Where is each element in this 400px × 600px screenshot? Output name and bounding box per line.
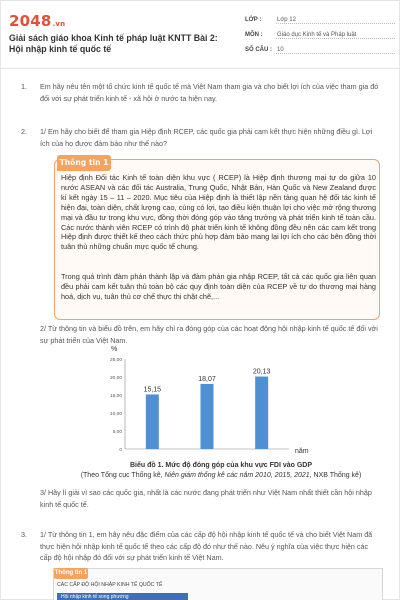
meta-value: Giáo dục Kinh tế và Pháp luật bbox=[276, 30, 395, 39]
info-box-2-subtitle: CÁC CẤP ĐỘ HỘI NHẬP KINH TẾ QUỐC TẾ bbox=[57, 582, 163, 588]
site-logo[interactable] bbox=[9, 12, 65, 30]
y-axis-label: % bbox=[111, 346, 118, 353]
bar bbox=[201, 384, 214, 449]
bar-value-label: 18,07 bbox=[198, 375, 216, 383]
chart-title: Biểu đồ 1. Mức độ đóng góp của khu vực FDI vào GDP bbox=[129, 462, 313, 469]
meta-label: LỚP : bbox=[245, 17, 262, 23]
bar-value-label: 15,15 bbox=[143, 386, 162, 394]
logo-suffix: .vn bbox=[52, 20, 66, 28]
document-title: Giải sách giáo khoa Kinh tế pháp luật KNTT Bài 2: Hội nhập kinh tế quốc tế bbox=[9, 33, 218, 54]
meta-value: 10 bbox=[276, 45, 395, 54]
bar bbox=[255, 377, 268, 449]
meta-label: SỐ CÂU : bbox=[245, 47, 272, 53]
info-paragraph-1: Hiệp định Đối tác Kinh tế toàn diện khu vực ( RCEP) là Hiệp định thương mại tự do giữa 10 nước ASEAN và các đối tác Australia, Trung Quốc, Nhật Bản, Hàn Quốc và New Zealand được kí kết ngày 15 – 11 – 2020. Mục tiêu của Hiệp định là thiết lập nền tảng quan hệ đối tác kinh tế hiện đại, toàn diện, chất lượng cao, cùng có lợi, tạo điều kiện thuận lợi cho việc mở rộng thương mại và đầu tư trong khu vực, đồng thời đóng góp vào tăng trưởng và phát triển kinh tế toàn cầu. Các nước thành viên RCEP có trình độ phát triển kinh tế không đồng đều nên các cam kết trong Hiệp định được thiết kế theo cách thức phù hợp đảm bảo mang lại lợi ích cho các bên đồng thời tuân thủ những chuẩn mực quốc tế chung. bbox=[61, 173, 376, 252]
meta-value: Lớp 12 bbox=[276, 15, 395, 24]
y-tick-label: 0 bbox=[119, 448, 122, 453]
info-box-2-bar: Hội nhập kinh tế song phương bbox=[57, 593, 188, 600]
y-tick-label: 10,00 bbox=[109, 412, 122, 417]
info-box-2-tab: Thông tin 1 bbox=[54, 568, 88, 579]
bar bbox=[146, 394, 159, 449]
question-number: 3. bbox=[21, 530, 27, 539]
x-axis-label: năm bbox=[295, 448, 309, 455]
logo-text: 2048 bbox=[9, 12, 52, 30]
chart-caption bbox=[58, 461, 384, 481]
y-tick-label: 5,00 bbox=[112, 430, 122, 435]
source-italic: Niên giám thống kê các năm 2010, 2015, 2021 bbox=[164, 472, 310, 479]
question-text: 1/ Em hãy cho biết để tham gia Hiệp định RCEP, các quốc gia phải cam kết thực hiện những điều gì. Lợi ích của họ được đảm bảo như thế nào? bbox=[40, 127, 373, 148]
y-tick-label: 25,00 bbox=[109, 358, 122, 363]
question-text: 3/ Hãy lí giải vì sao các quốc gia, nhất là các nước đang phát triển như Việt Nam nhất thiết cần hội nhập kinh tế quốc tế. bbox=[40, 488, 372, 509]
question-number: 1. bbox=[21, 82, 27, 91]
y-tick-label: 20,00 bbox=[109, 376, 122, 381]
question-text: 1/ Từ thông tin 1, em hãy nêu đặc điểm của các cấp độ hội nhập kinh tế quốc tế và cho biết Việt Nam đã thực hiện hội nhập kinh tế quốc tế theo các cấp độ đó như thế nào. Nêu ý nghĩa của việc thực hiện các cấp độ hội nhập đó đối với sự phát triển kinh tế Việt Nam. bbox=[40, 530, 373, 563]
fdi-bar-chart bbox=[91, 341, 381, 459]
chart-source bbox=[58, 471, 384, 481]
meta-row-count bbox=[245, 45, 395, 60]
bar-value-label: 20,13 bbox=[252, 368, 271, 376]
question-text: 2/ Từ thông tin và biểu đồ trên, em hãy chỉ ra đóng góp của các hoạt động hội nhập kinh tế quốc tế đối với sự phát triển của Việt Nam. bbox=[40, 324, 378, 345]
info-paragraph-2: Trong quá trình đàm phán thành lập và đàm phán gia nhập RCEP, tất cả các quốc gia liên quan đều phải cam kết tuân thủ toàn bộ các quy định toàn diện của RCEP về tự do thương mại hàng hoá, dịch vụ, tuân thủ cơ chế thực thi chặt chẽ,... bbox=[61, 272, 376, 301]
source-prefix: (Theo Tổng cục Thống kê, bbox=[80, 472, 165, 479]
source-suffix: , NXB Thống kê) bbox=[309, 472, 362, 479]
meta-row-class bbox=[245, 15, 395, 30]
meta-row-subject bbox=[245, 30, 395, 45]
y-ticks bbox=[110, 357, 122, 453]
info-box-tab: Thông tin 1 bbox=[57, 155, 111, 171]
question-number: 2. bbox=[21, 127, 27, 136]
document-header bbox=[1, 1, 400, 69]
question-2-part-3 bbox=[40, 487, 384, 510]
y-tick-label: 15,00 bbox=[109, 394, 122, 399]
question-text: Em hãy nêu tên một tổ chức kinh tế quốc tế mà Việt Nam tham gia và cho biết lợi ích của việc tham gia đó đối với sự phát triển kinh tế - xã hội ở nước ta hiện nay. bbox=[40, 82, 379, 103]
meta-label: MÔN : bbox=[245, 32, 263, 38]
meta-table bbox=[245, 15, 395, 60]
bars-group bbox=[144, 369, 271, 449]
